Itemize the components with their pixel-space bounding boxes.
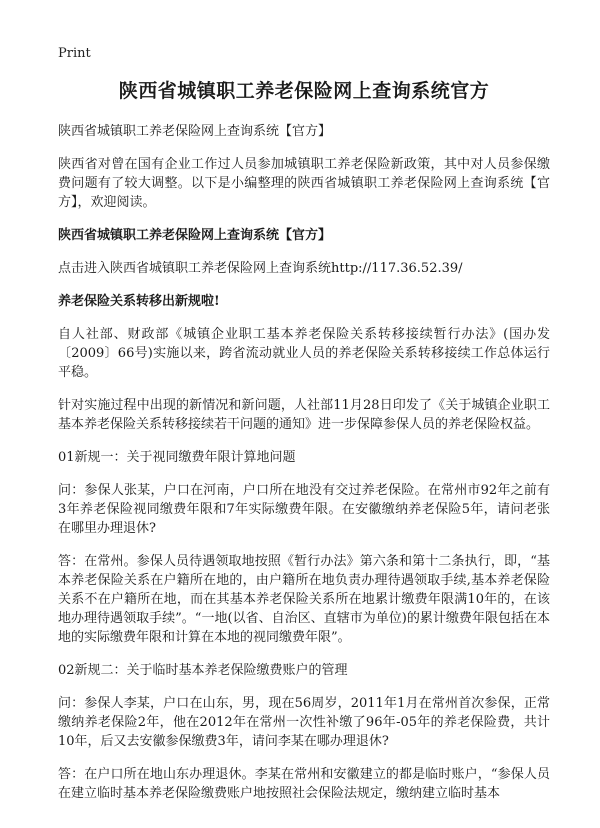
rule-2-title: 02新规二：关于临时基本养老保险缴费账户的管理: [58, 663, 348, 678]
entry-line: [58, 259, 550, 278]
paragraph-1: 自人社部、财政部《城镇企业职工基本养老保险关系转移接续暂行办法》(国办发〔2009〕66号)实施以来，跨省流动就业人员的养老保险关系转移接续工作总体运行平稳。: [58, 327, 550, 380]
entry-url-link[interactable]: http://117.36.52.39/: [331, 261, 463, 276]
rule-1-question: 问：参保人张某，户口在河南，户口所在地没有交过养老保险。在常州市92年之前有3年养老保险视同缴费年限和7年实际缴费年限。在安徽缴纳养老保险5年，请问老张在哪里办理退休?: [58, 483, 550, 536]
sub-heading: 养老保险关系转移出新规啦!: [58, 294, 220, 309]
rule-2-question: 问：参保人李某，户口在山东，男，现在56周岁，2011年1月在常州首次参保，正常缴纳养老保险2年，他在2012年在常州一次性补缴了96年-05年的养老保险费，共计10年，后又去安徽参保缴费3年，请问李某在哪办理退休?: [58, 696, 550, 749]
page-title: 陕西省城镇职工养老保险网上查询系统官方: [118, 80, 490, 102]
paragraph-2: 针对实施过程中出现的新情况和新问题，人社部11月28日印发了《关于城镇企业职工基本养老保险关系转移接续若干问题的通知》进一步保障参保人员的养老保险权益。: [58, 398, 550, 432]
intro-paragraph: 陕西省对曾在国有企业工作过人员参加城镇职工养老保险新政策，其中对人员参保缴费问题有了较大调整。以下是小编整理的陕西省城镇职工养老保险网上查询系统【官方】，欢迎阅读。: [58, 157, 550, 210]
rule-1-answer: 答：在常州。参保人员待遇领取地按照《暂行办法》第六条和第十二条执行，即，“基本养老保险关系在户籍所在地的，由户籍所在地负责办理待遇领取手续,基本养老保险关系不在户籍所在地，而在其基本养老保险关系所在地累计缴费年限满10年的，在该地办理待遇领取手续”。“一地(以省、自治区、直辖市为单位)的累计缴费年限包括在本地的实际缴费年限和计算在本地的视同缴费年限”。: [58, 554, 550, 645]
rule-1-title: 01新规一：关于视同缴费年限计算地问题: [58, 450, 296, 465]
rule-2-answer: 答：在户口所在地山东办理退休。李某在常州和安徽建立的都是临时账户，“参保人员在建立临时基本养老保险缴费账户地按照社会保险法规定，缴纳建立临时基本: [58, 767, 550, 801]
print-link[interactable]: Print: [58, 46, 91, 61]
entry-prefix: 点击进入陕西省城镇职工养老保险网上查询系统: [58, 261, 332, 276]
intro-line: 陕西省城镇职工养老保险网上查询系统【官方】: [58, 124, 332, 139]
section-heading: 陕西省城镇职工养老保险网上查询系统【官方】: [58, 228, 332, 243]
